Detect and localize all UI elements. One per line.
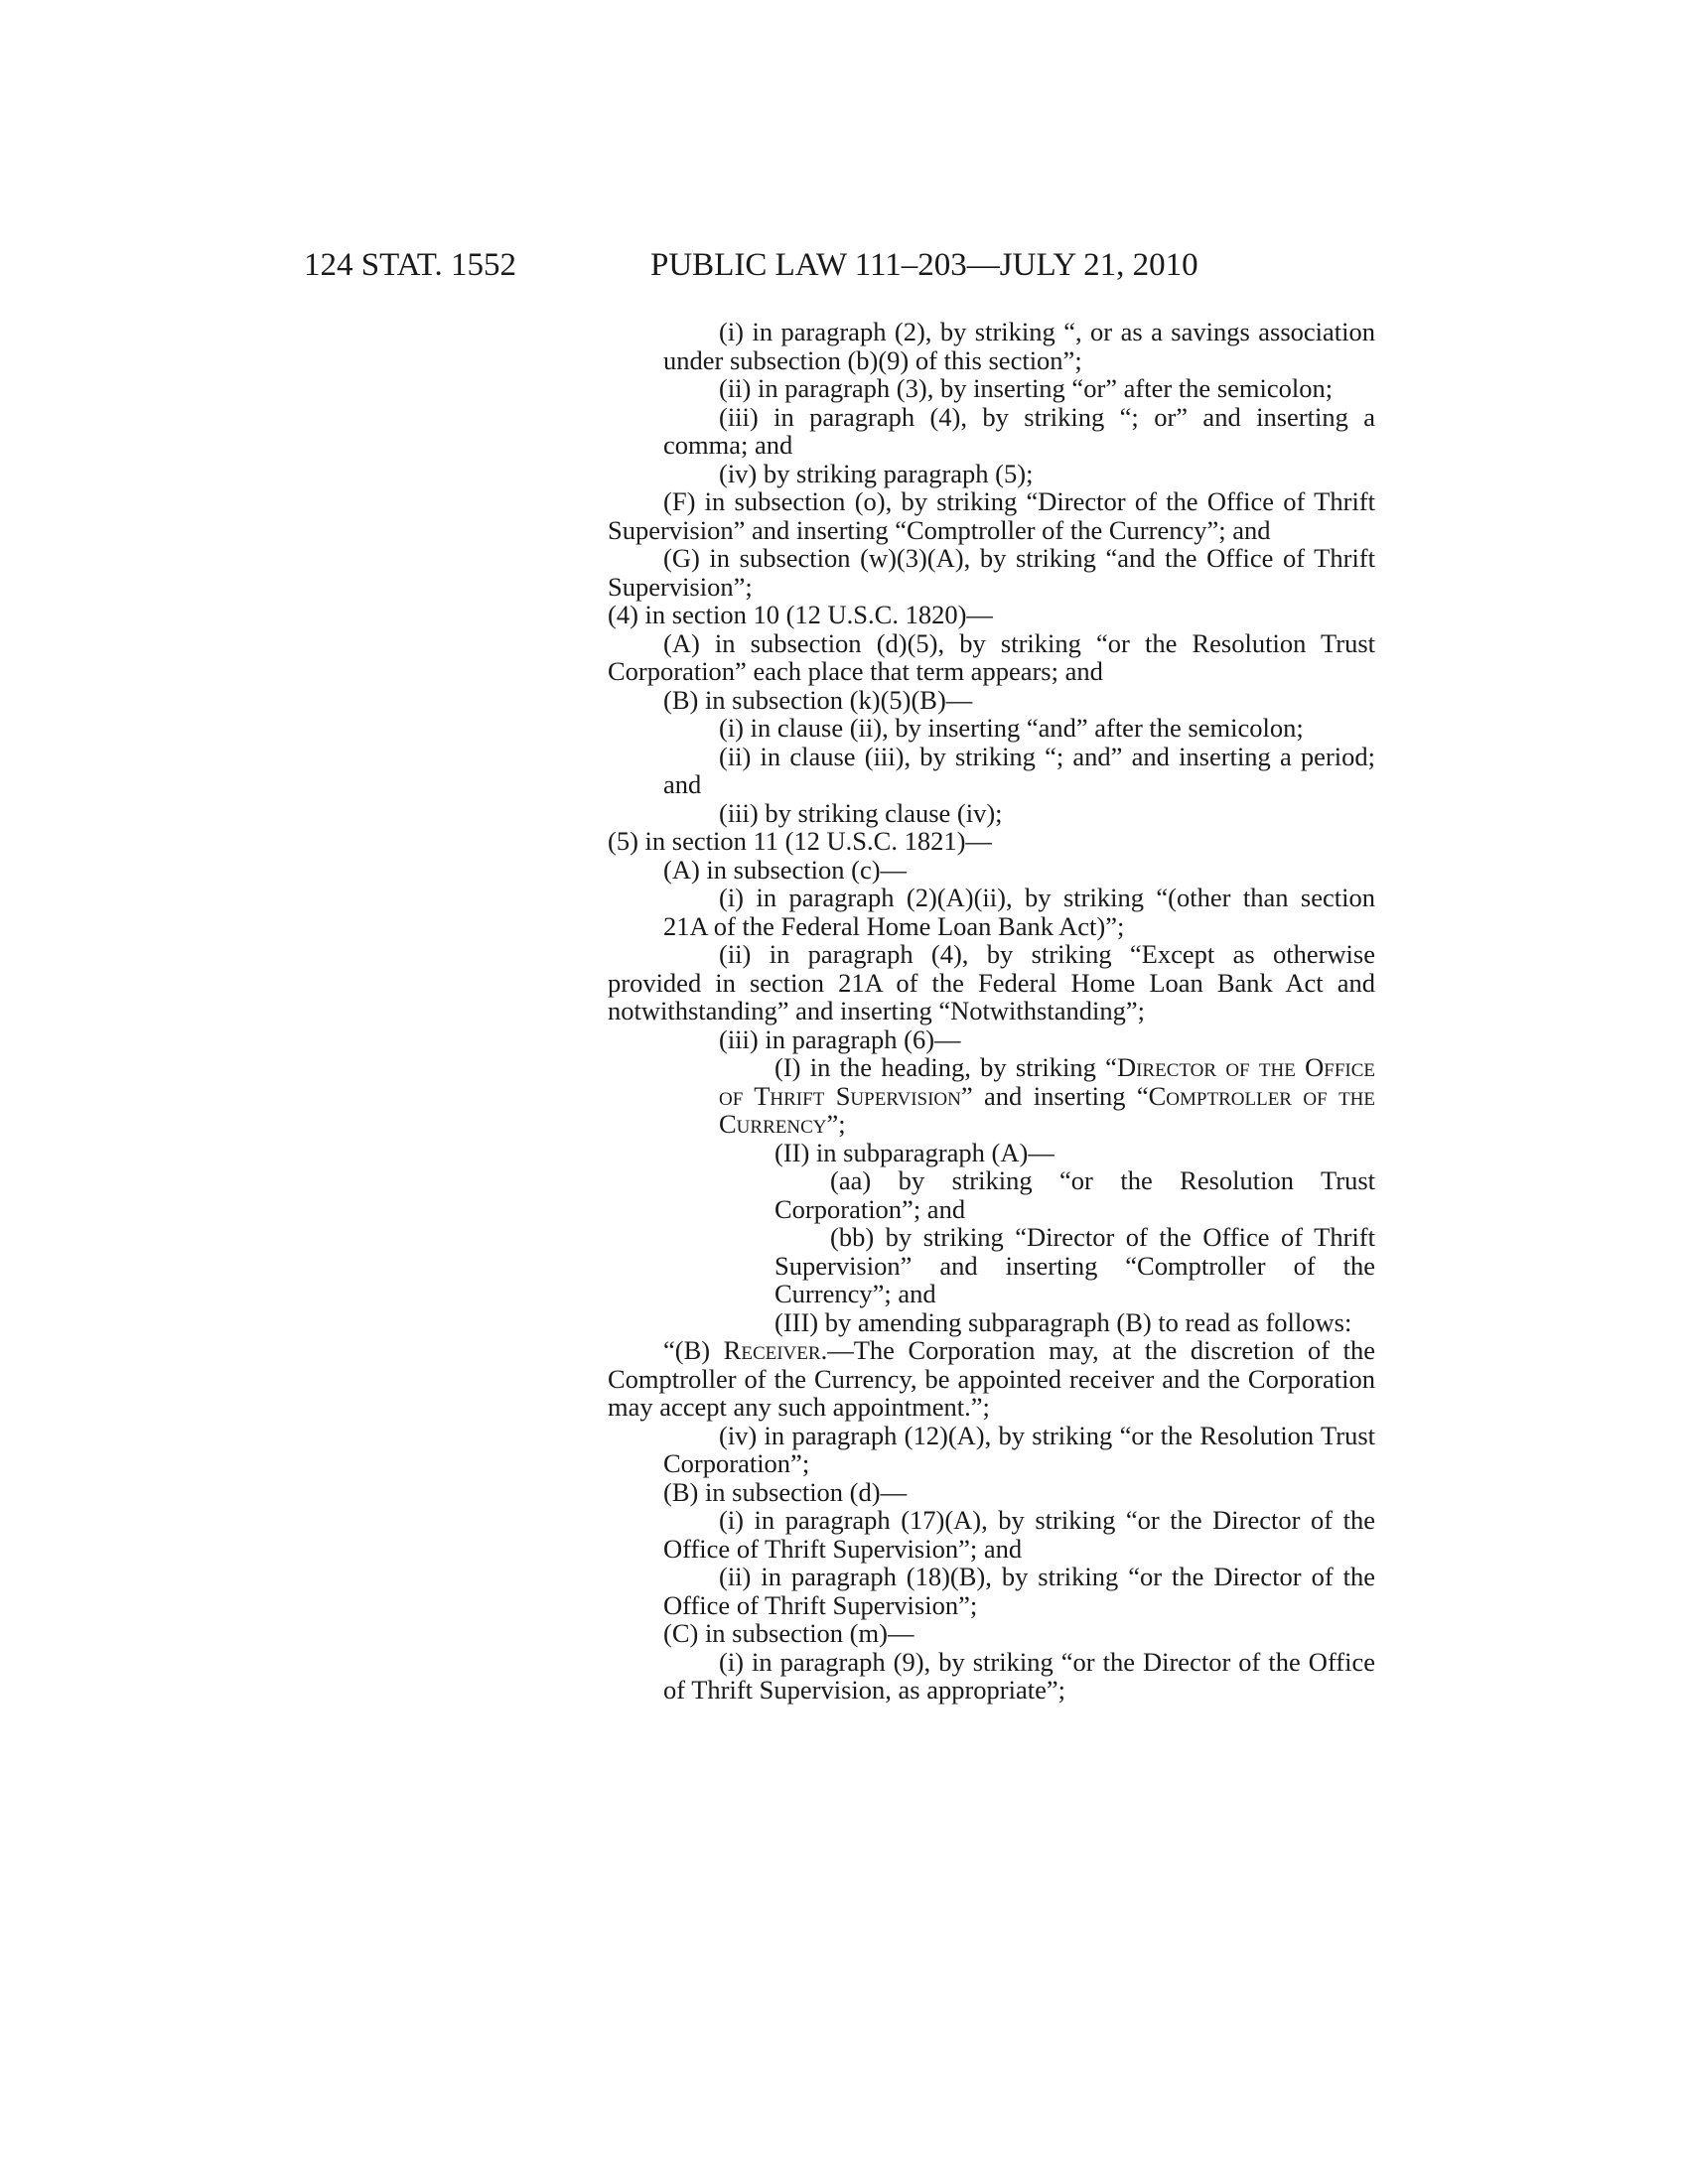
paragraph: (iv) in paragraph (12)(A), by striking “or the Resolution Trust Corporation”; <box>663 1420 1375 1478</box>
paragraph: (i) in paragraph (2)(A)(ii), by striking “(other than section 21A of the Federal Home Loan Bank Act)”; <box>663 883 1375 941</box>
paragraph: “(B) Receiver.—The Corporation may, at the discretion of the Comptroller of the Currency, be appointed receiver and the Corporation may accept any such appointment.”; <box>608 1335 1375 1422</box>
paragraph: (ii) in paragraph (18)(B), by striking “or the Director of the Office of Thrift Supervision”; <box>663 1562 1375 1620</box>
paragraph: (B) in subsection (k)(5)(B)— <box>663 684 973 715</box>
paragraph: (i) in paragraph (2), by striking “, or as a savings association under subsection (b)(9) of this section”; <box>663 317 1375 375</box>
paragraph: (ii) in paragraph (4), by striking “Except as otherwise provided in section 21A of the Federal Home Loan Bank Act and notwithstanding” and inserting “Notwithstanding”; <box>608 939 1375 1025</box>
paragraph: (5) in section 11 (12 U.S.C. 1821)— <box>608 826 992 856</box>
paragraph: (4) in section 10 (12 U.S.C. 1820)— <box>608 600 993 629</box>
running-header: PUBLIC LAW 111–203—JULY 21, 2010 <box>650 247 1198 283</box>
paragraph: (iii) by striking clause (iv); <box>719 797 1003 828</box>
paragraph: (aa) by striking “or the Resolution Trust Corporation”; and <box>774 1165 1375 1224</box>
paragraph: (II) in subparagraph (A)— <box>774 1137 1055 1167</box>
paragraph: (iv) by striking paragraph (5); <box>719 458 1034 488</box>
paragraph: (A) in subsection (c)— <box>663 854 908 885</box>
paragraph: (iii) in paragraph (6)— <box>719 1024 961 1054</box>
paragraph: (G) in subsection (w)(3)(A), by striking “and the Office of Thrift Supervision”; <box>608 543 1375 602</box>
paragraph: (III) by amending subparagraph (B) to read as follows: <box>774 1306 1352 1337</box>
paragraph: (bb) by striking “Director of the Office of Thrift Supervision” and inserting “Comptroller of the Currency”; and <box>774 1222 1375 1308</box>
statute-text <box>608 318 1375 1705</box>
paragraph: (A) in subsection (d)(5), by striking “or the Resolution Trust Corporation” each place that term appears; and <box>608 627 1375 686</box>
paragraph: (ii) in clause (iii), by striking “; and” and inserting a period; and <box>663 741 1375 799</box>
paragraph: (iii) in paragraph (4), by striking “; or” and inserting a comma; and <box>663 401 1375 460</box>
paragraph: (ii) in paragraph (3), by inserting “or” after the semicolon; <box>719 373 1334 403</box>
paragraph: (F) in subsection (o), by striking “Director of the Office of Thrift Supervision” and inserting “Comptroller of the Currency”; and <box>608 486 1375 545</box>
paragraph: (I) in the heading, by striking “Director of the Office of Thrift Supervision” and inserting “Comptroller of the Currency”; <box>719 1052 1376 1139</box>
paragraph: (C) in subsection (m)— <box>663 1618 914 1648</box>
paragraph: (i) in clause (ii), by inserting “and” after the semicolon; <box>719 713 1304 743</box>
page-stat-citation: 124 STAT. 1552 <box>304 247 517 283</box>
paragraph: (i) in paragraph (17)(A), by striking “or the Director of the Office of Thrift Supervision”; and <box>663 1505 1375 1564</box>
paragraph: (i) in paragraph (9), by striking “or the Director of the Office of Thrift Supervision, as appropriate”; <box>663 1646 1375 1705</box>
paragraph: (B) in subsection (d)— <box>663 1476 908 1507</box>
